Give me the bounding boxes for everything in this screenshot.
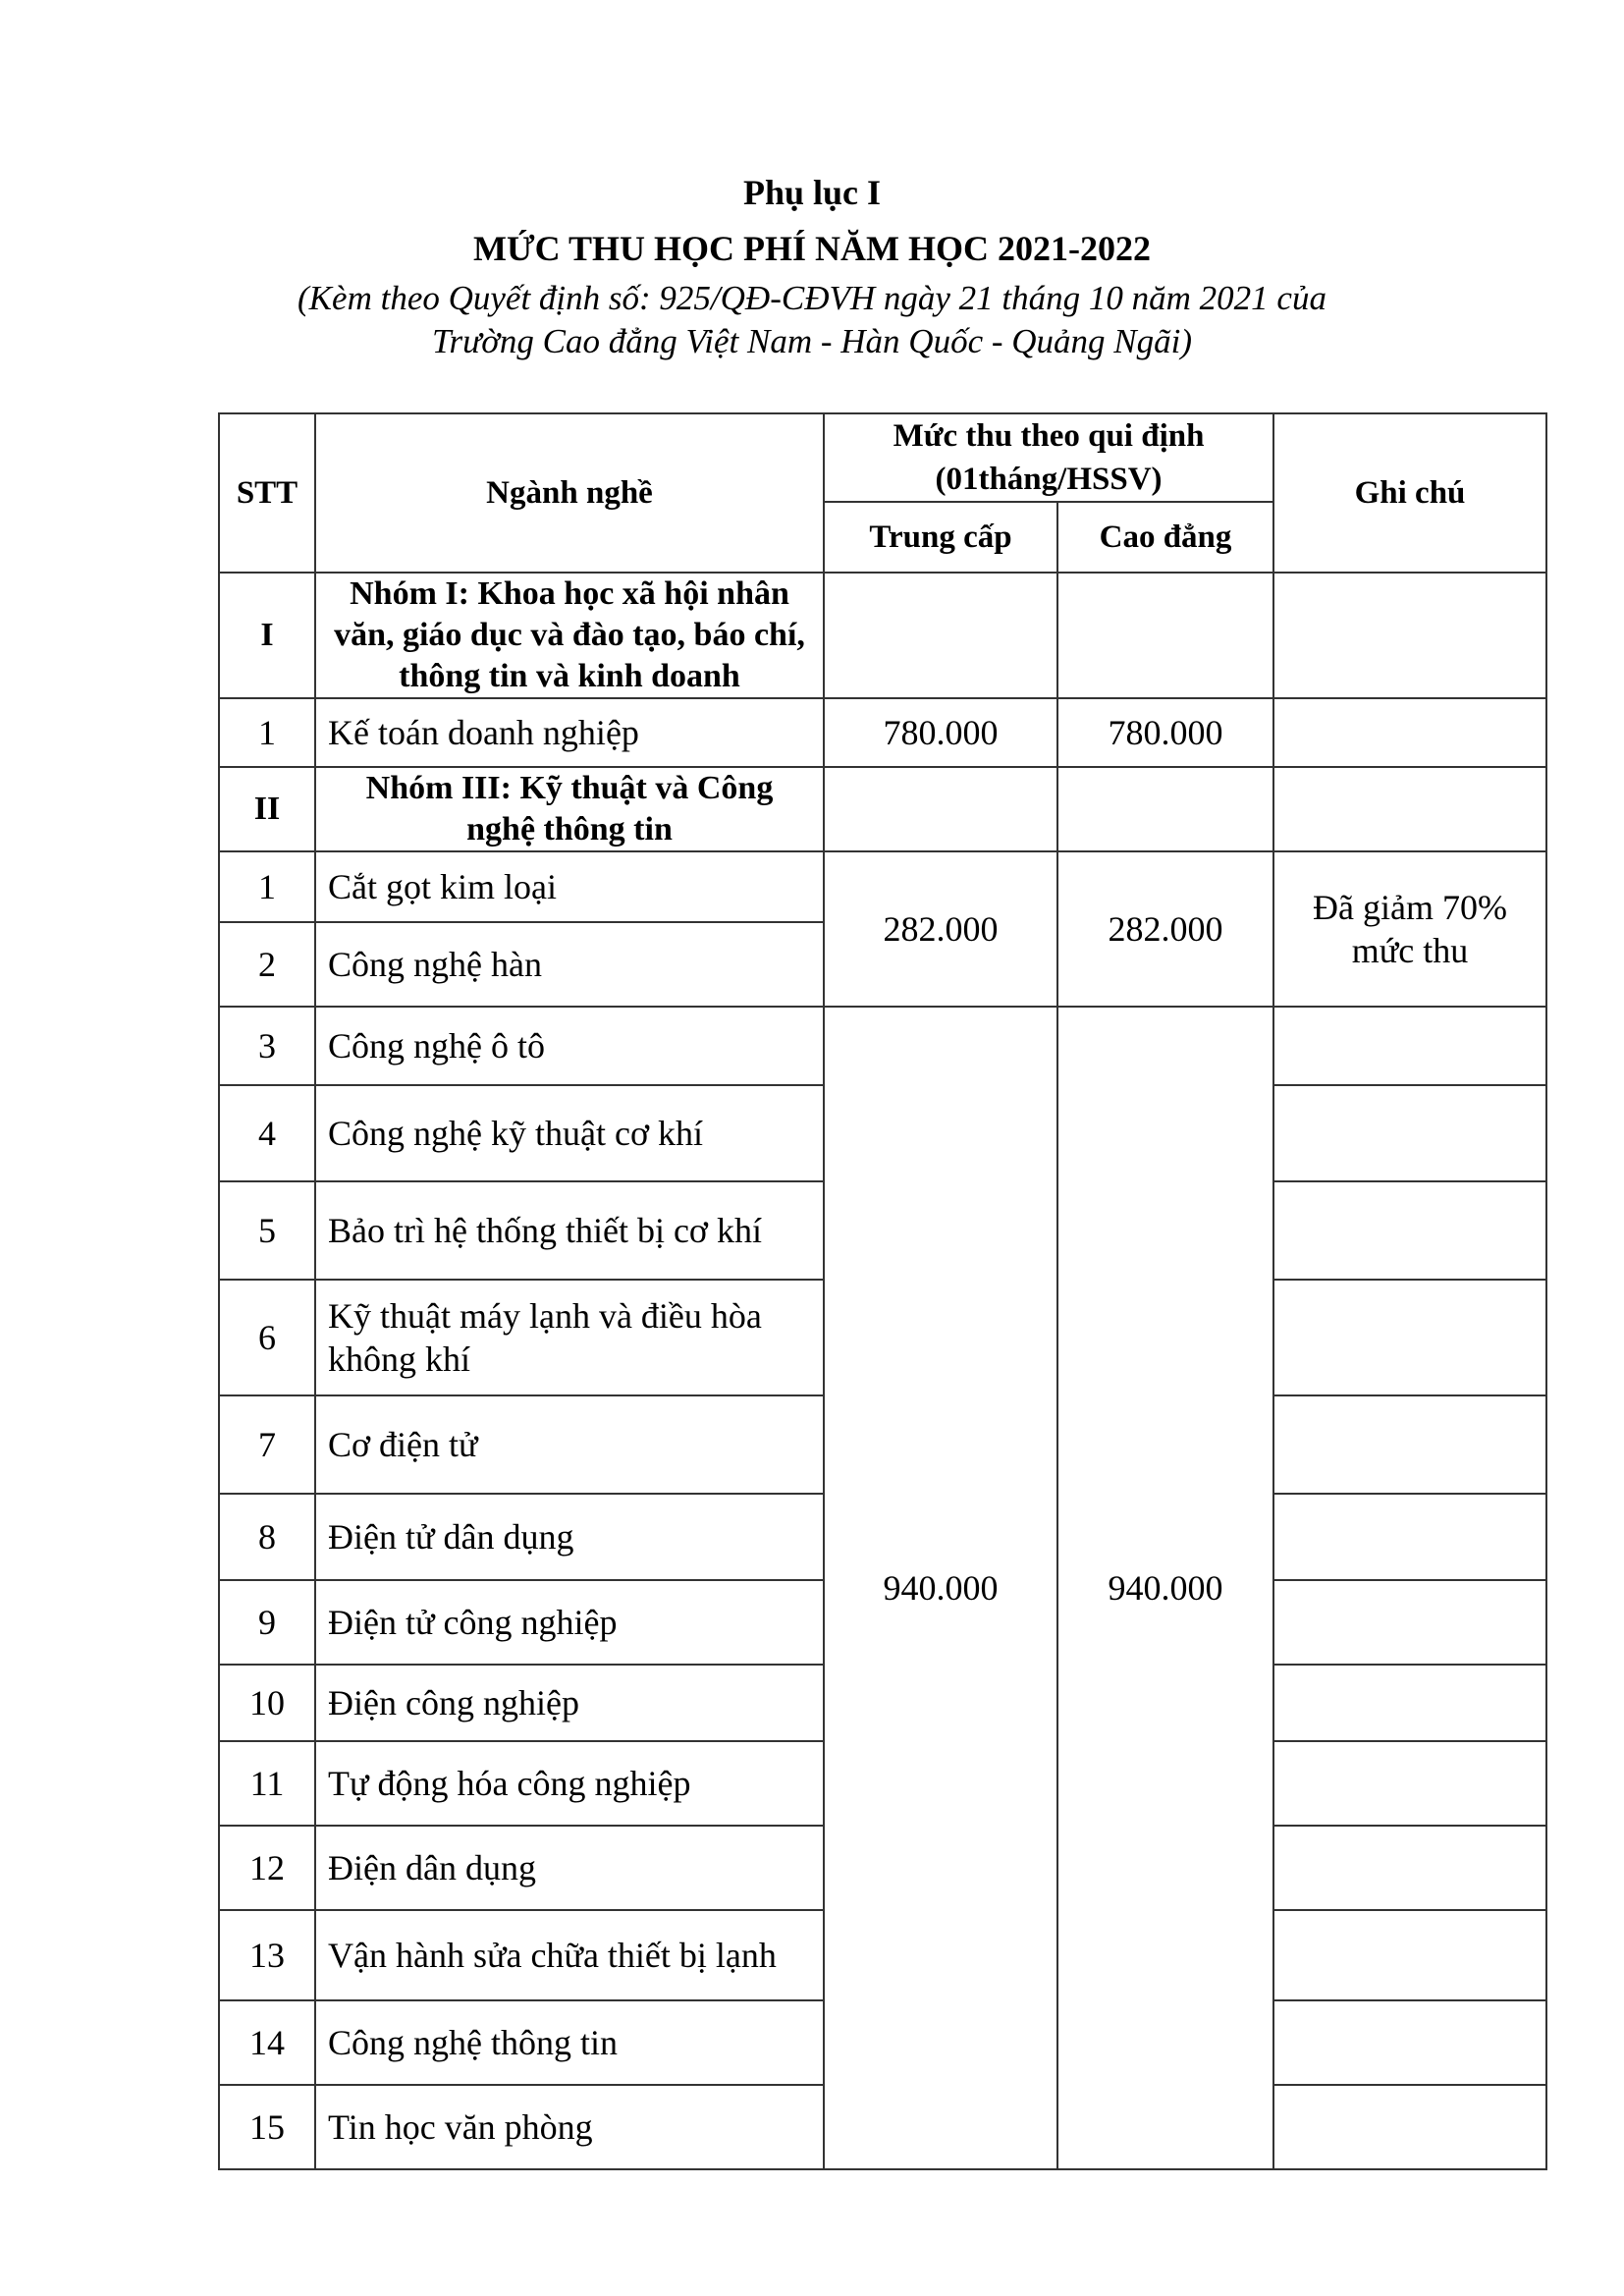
row-major: Công nghệ thông tin [315, 2000, 824, 2085]
row-major: Điện tử công nghiệp [315, 1580, 824, 1665]
header-fee-group-line1: Mức thu theo qui định [893, 418, 1205, 454]
row-major: Vận hành sửa chữa thiết bị lạnh [315, 1910, 824, 2000]
block-b-fee-trung-cap: 940.000 [824, 1007, 1057, 2169]
block-a-fee-trung-cap: 282.000 [824, 851, 1057, 1007]
row-note [1273, 1826, 1546, 1910]
empty-cell [1273, 767, 1546, 851]
row-major: Kế toán doanh nghiệp [315, 698, 824, 767]
row-stt: 7 [219, 1395, 315, 1494]
group-stt: I [219, 573, 315, 698]
group-name: Nhóm III: Kỹ thuật và Công nghệ thông tin [315, 767, 824, 851]
row-stt: 14 [219, 2000, 315, 2085]
row-fee-cao-dang: 780.000 [1057, 698, 1273, 767]
row-stt: 6 [219, 1280, 315, 1395]
row-major: Điện tử dân dụng [315, 1494, 824, 1580]
tuition-fee-table [218, 412, 1547, 2170]
row-major: Cắt gọt kim loại [315, 851, 824, 922]
row-stt: 4 [219, 1085, 315, 1181]
row-fee-trung-cap: 780.000 [824, 698, 1057, 767]
table-row [219, 851, 1546, 922]
row-major: Công nghệ hàn [315, 922, 824, 1007]
row-note [1273, 1280, 1546, 1395]
appendix-title: Phụ lục I [742, 173, 882, 212]
row-major: Tự động hóa công nghiệp [315, 1741, 824, 1826]
subtitle-line-2: Trường Cao đẳng Việt Nam - Hàn Quốc - Quảng Ngãi) [431, 322, 1193, 360]
row-stt: 8 [219, 1494, 315, 1580]
row-stt: 12 [219, 1826, 315, 1910]
row-major: Công nghệ kỹ thuật cơ khí [315, 1085, 824, 1181]
table-row [219, 698, 1546, 767]
row-stt: 3 [219, 1007, 315, 1085]
header-major: Ngành nghề [315, 413, 824, 573]
group-name: Nhóm I: Khoa học xã hội nhân văn, giáo dục và đào tạo, báo chí, thông tin và kinh doanh [315, 573, 824, 698]
row-major: Cơ điện tử [315, 1395, 824, 1494]
row-stt: 15 [219, 2085, 315, 2169]
empty-cell [1057, 573, 1273, 698]
row-note [1273, 1910, 1546, 2000]
document-header [0, 165, 1624, 363]
block-b-fee-cao-dang: 940.000 [1057, 1007, 1273, 2169]
block-a-fee-cao-dang: 282.000 [1057, 851, 1273, 1007]
header-note: Ghi chú [1273, 413, 1546, 573]
row-note [1273, 698, 1546, 767]
header-trung-cap: Trung cấp [824, 502, 1057, 573]
row-stt: 9 [219, 1580, 315, 1665]
row-note [1273, 1580, 1546, 1665]
row-stt: 10 [219, 1665, 315, 1741]
row-note [1273, 1395, 1546, 1494]
subtitle-line-1: (Kèm theo Quyết định số: 925/QĐ-CĐVH ngày 21 tháng 10 năm 2021 của [298, 279, 1326, 317]
header-stt: STT [219, 413, 315, 573]
row-stt: 5 [219, 1181, 315, 1280]
row-note [1273, 1741, 1546, 1826]
empty-cell [824, 573, 1057, 698]
empty-cell [824, 767, 1057, 851]
block-a-note: Đã giảm 70% mức thu [1273, 851, 1546, 1007]
header-fee-group-line2: (01tháng/HSSV) [935, 462, 1163, 497]
row-note [1273, 2085, 1546, 2169]
group-row [219, 767, 1546, 851]
row-stt: 11 [219, 1741, 315, 1826]
empty-cell [1057, 767, 1273, 851]
row-note [1273, 1085, 1546, 1181]
row-note [1273, 2000, 1546, 2085]
row-note [1273, 1494, 1546, 1580]
row-major: Công nghệ ô tô [315, 1007, 824, 1085]
row-note [1273, 1665, 1546, 1741]
table-row [219, 1007, 1546, 1085]
group-row [219, 573, 1546, 698]
group-stt: II [219, 767, 315, 851]
empty-cell [1273, 573, 1546, 698]
row-major: Kỹ thuật máy lạnh và điều hòa không khí [315, 1280, 824, 1395]
row-stt: 2 [219, 922, 315, 1007]
row-major: Tin học văn phòng [315, 2085, 824, 2169]
row-major: Bảo trì hệ thống thiết bị cơ khí [315, 1181, 824, 1280]
row-major: Điện dân dụng [315, 1826, 824, 1910]
header-cao-dang: Cao đẳng [1057, 502, 1273, 573]
row-stt: 13 [219, 1910, 315, 2000]
row-stt: 1 [219, 698, 315, 767]
header-fee-group [824, 413, 1273, 502]
page-title: MỨC THU HỌC PHÍ NĂM HỌC 2021-2022 [473, 229, 1151, 268]
row-note [1273, 1181, 1546, 1280]
row-note [1273, 1007, 1546, 1085]
row-major: Điện công nghiệp [315, 1665, 824, 1741]
row-stt: 1 [219, 851, 315, 922]
